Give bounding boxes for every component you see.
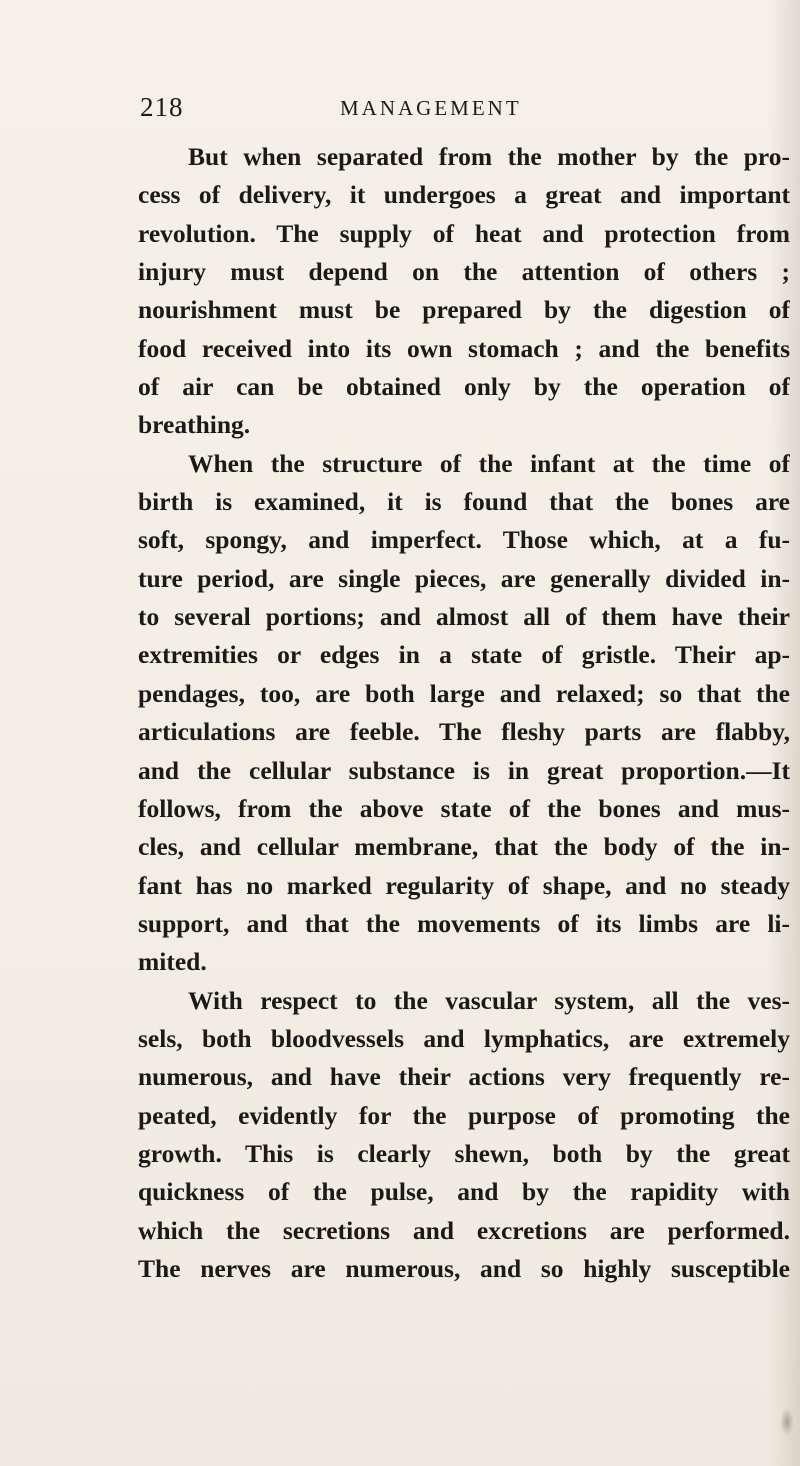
text-line: mited.: [138, 947, 207, 977]
text-line: With respect to the vascular system, all the ves-: [188, 985, 790, 1015]
text-line: of air can be obtained only by the operation of: [138, 372, 790, 402]
text-line: and the cellular substance is in great proportion.—It: [138, 755, 790, 785]
text-line: articulations are feeble. The fleshy parts are flabby,: [138, 717, 790, 747]
text-line: injury must depend on the attention of others ;: [138, 257, 790, 287]
page-header: [0, 92, 800, 132]
text-line: soft, spongy, and imperfect. Those which, at a fu-: [138, 525, 790, 555]
text-line: nourishment must be prepared by the digestion of: [138, 295, 790, 325]
text-line: growth. This is clearly shewn, both by the great: [138, 1138, 790, 1168]
text-line: But when separated from the mother by the pro-: [188, 142, 790, 171]
text-line: cles, and cellular membrane, that the body of the in-: [138, 832, 790, 862]
text-line: support, and that the movements of its limbs are li-: [138, 908, 790, 938]
text-line: follows, from the above state of the bones and mus-: [138, 793, 790, 823]
text-line: fant has no marked regularity of shape, and no steady: [138, 870, 790, 900]
text-line: ture period, are single pieces, are generally divided in-: [138, 563, 790, 593]
text-line: pendages, too, are both large and relaxed; so that the: [138, 678, 790, 708]
running-head: MANAGEMENT: [340, 96, 522, 120]
text-line: revolution. The supply of heat and protection from: [138, 218, 790, 248]
text-line: sels, both bloodvessels and lymphatics, are extremely: [138, 1023, 790, 1053]
text-line: extremities or edges in a state of gristle. Their ap-: [138, 640, 790, 670]
text-line: cess of delivery, it undergoes a great and important: [138, 180, 790, 210]
text-line: numerous, and have their actions very frequently re-: [138, 1062, 790, 1092]
text-line: which the secretions and excretions are performed.: [138, 1215, 790, 1245]
page-number: 218: [140, 92, 184, 122]
text-line: breathing.: [138, 410, 251, 440]
text-line: quickness of the pulse, and by the rapidity with: [138, 1177, 790, 1207]
text-line: When the structure of the infant at the time of: [188, 448, 790, 478]
text-line: food received into its own stomach ; and the benefits: [138, 333, 790, 363]
body-text: [138, 138, 790, 1288]
text-line: birth is examined, it is found that the bones are: [138, 487, 790, 517]
text-line: to several portions; and almost all of them have their: [138, 602, 790, 632]
text-line: The nerves are numerous, and so highly susceptible: [138, 1253, 790, 1283]
text-line: peated, evidently for the purpose of promoting the: [138, 1100, 790, 1130]
page-smudge: [780, 1408, 794, 1436]
